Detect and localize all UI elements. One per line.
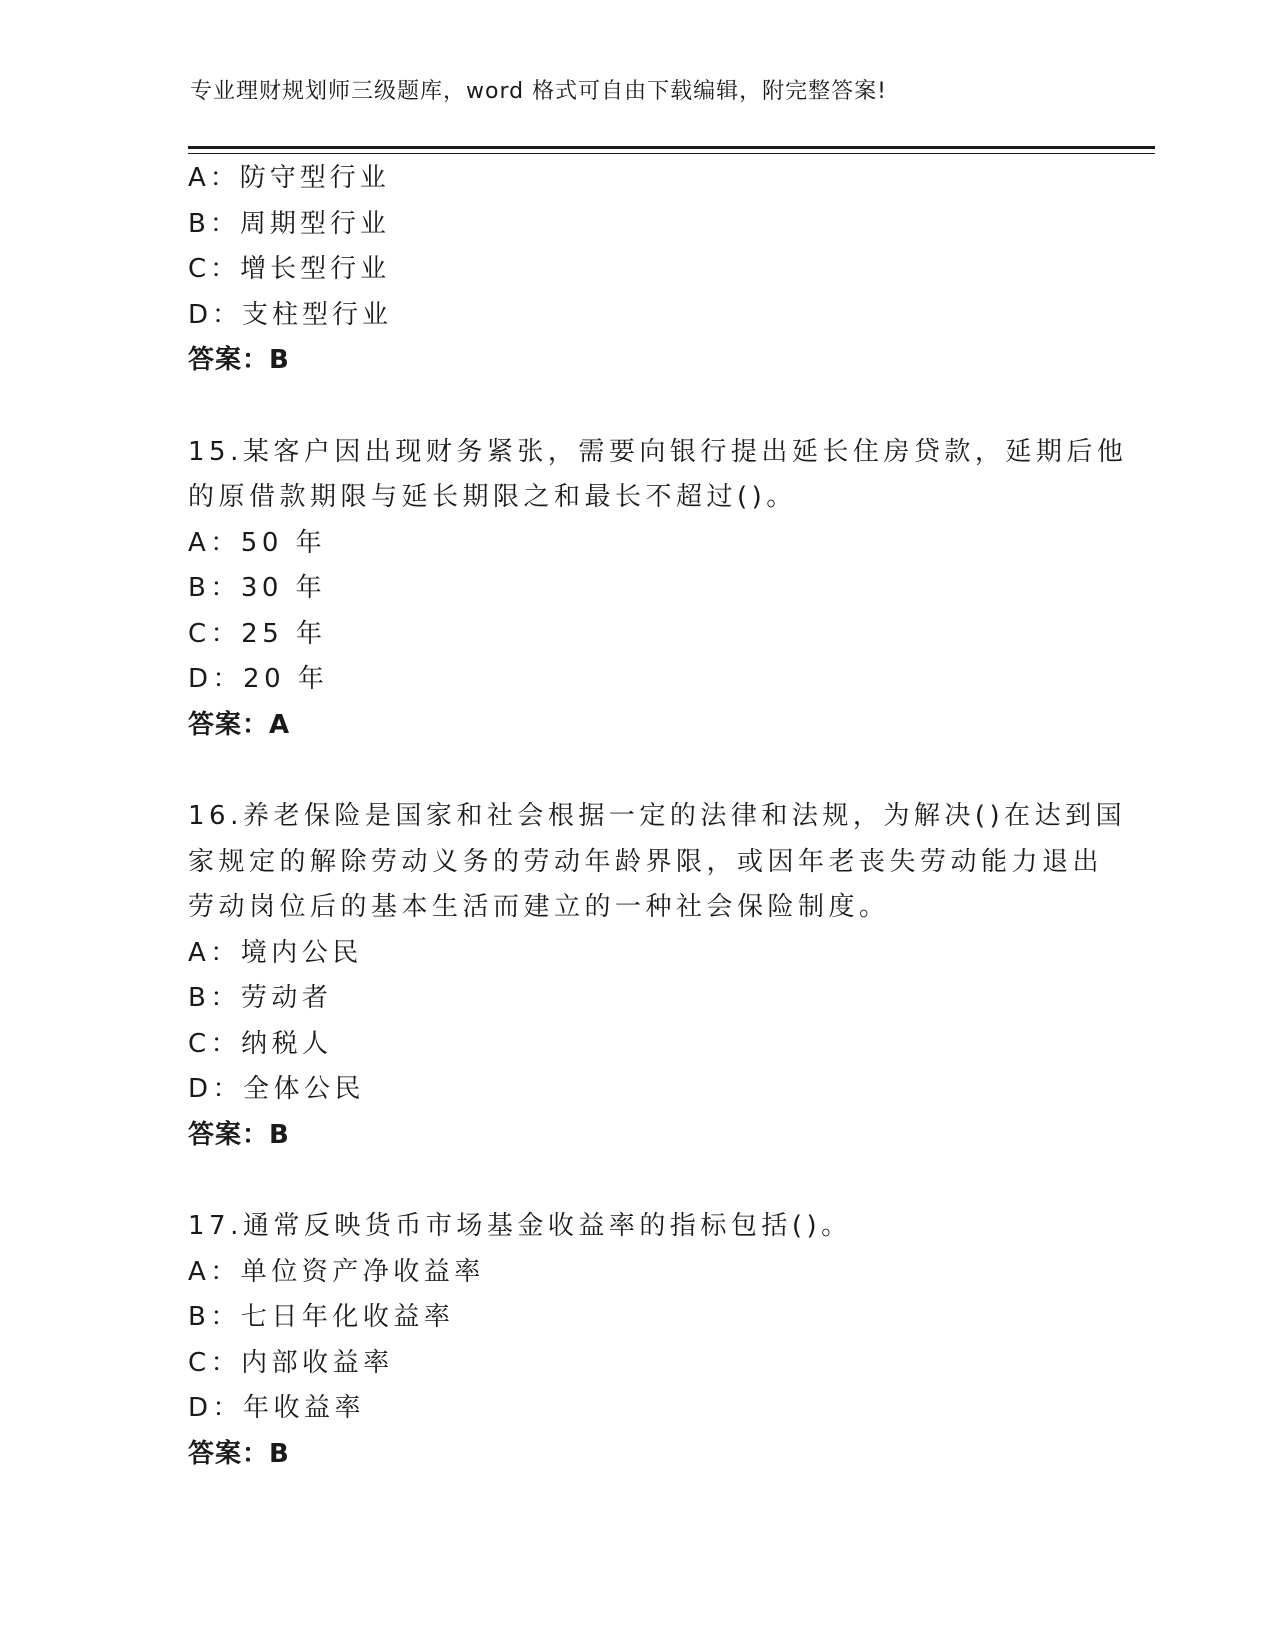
answer-line: 答案：A [188,709,291,740]
question-block-14 [188,156,1088,384]
block-spacer [188,384,1088,430]
header-rule-thick [188,146,1155,149]
option-a: A：50 年 [188,527,327,558]
block-spacer [188,748,1088,794]
option-d: D：支柱型行业 [188,299,393,330]
block-spacer [188,1158,1088,1204]
option-a: A：防守型行业 [188,163,390,193]
question-text-line: 劳动岗位后的基本生活而建立的一种社会保险制度。 [188,892,890,922]
option-b: B：周期型行业 [188,208,390,239]
option-a: A：单位资产净收益率 [188,1256,485,1287]
page-header: 专业理财规划师三级题库，word 格式可自由下载编辑，附完整答案! [190,79,887,104]
option-c: C：25 年 [188,618,327,649]
question-text-line: 的原借款期限与延长期限之和最长不超过()。 [188,482,797,512]
question-text-line: 15.某客户因出现财务紧张，需要向银行提出延长住房贷款，延期后他 [188,436,1128,467]
option-d: D：全体公民 [188,1074,366,1104]
header-rule-thin [188,153,1155,154]
answer-line: 答案：B [188,1119,290,1150]
option-b: B：七日年化收益率 [188,1302,455,1332]
option-a: A：境内公民 [188,937,363,968]
option-b: B：劳动者 [188,983,333,1013]
option-c: C：增长型行业 [188,254,391,284]
answer-line: 答案：B [188,345,290,375]
question-list [188,156,1128,1477]
question-block-15 [188,430,1128,749]
question-text-line: 17.通常反映货币市场基金收益率的指标包括()。 [188,1211,852,1241]
answer-line: 答案：B [188,1438,290,1469]
option-d: D：年收益率 [188,1393,366,1423]
option-c: C：纳税人 [188,1028,333,1059]
option-c: C：内部收益率 [188,1347,394,1378]
question-block-17 [188,1204,1088,1477]
question-text-line: 16.养老保险是国家和社会根据一定的法律和法规，为解决()在达到国 [188,801,1127,831]
question-text-line: 家规定的解除劳动义务的劳动年龄界限，或因年老丧失劳动能力退出 [188,846,1104,877]
option-b: B：30 年 [188,573,327,603]
option-d: D：20 年 [188,664,329,694]
question-block-16 [188,794,1127,1158]
